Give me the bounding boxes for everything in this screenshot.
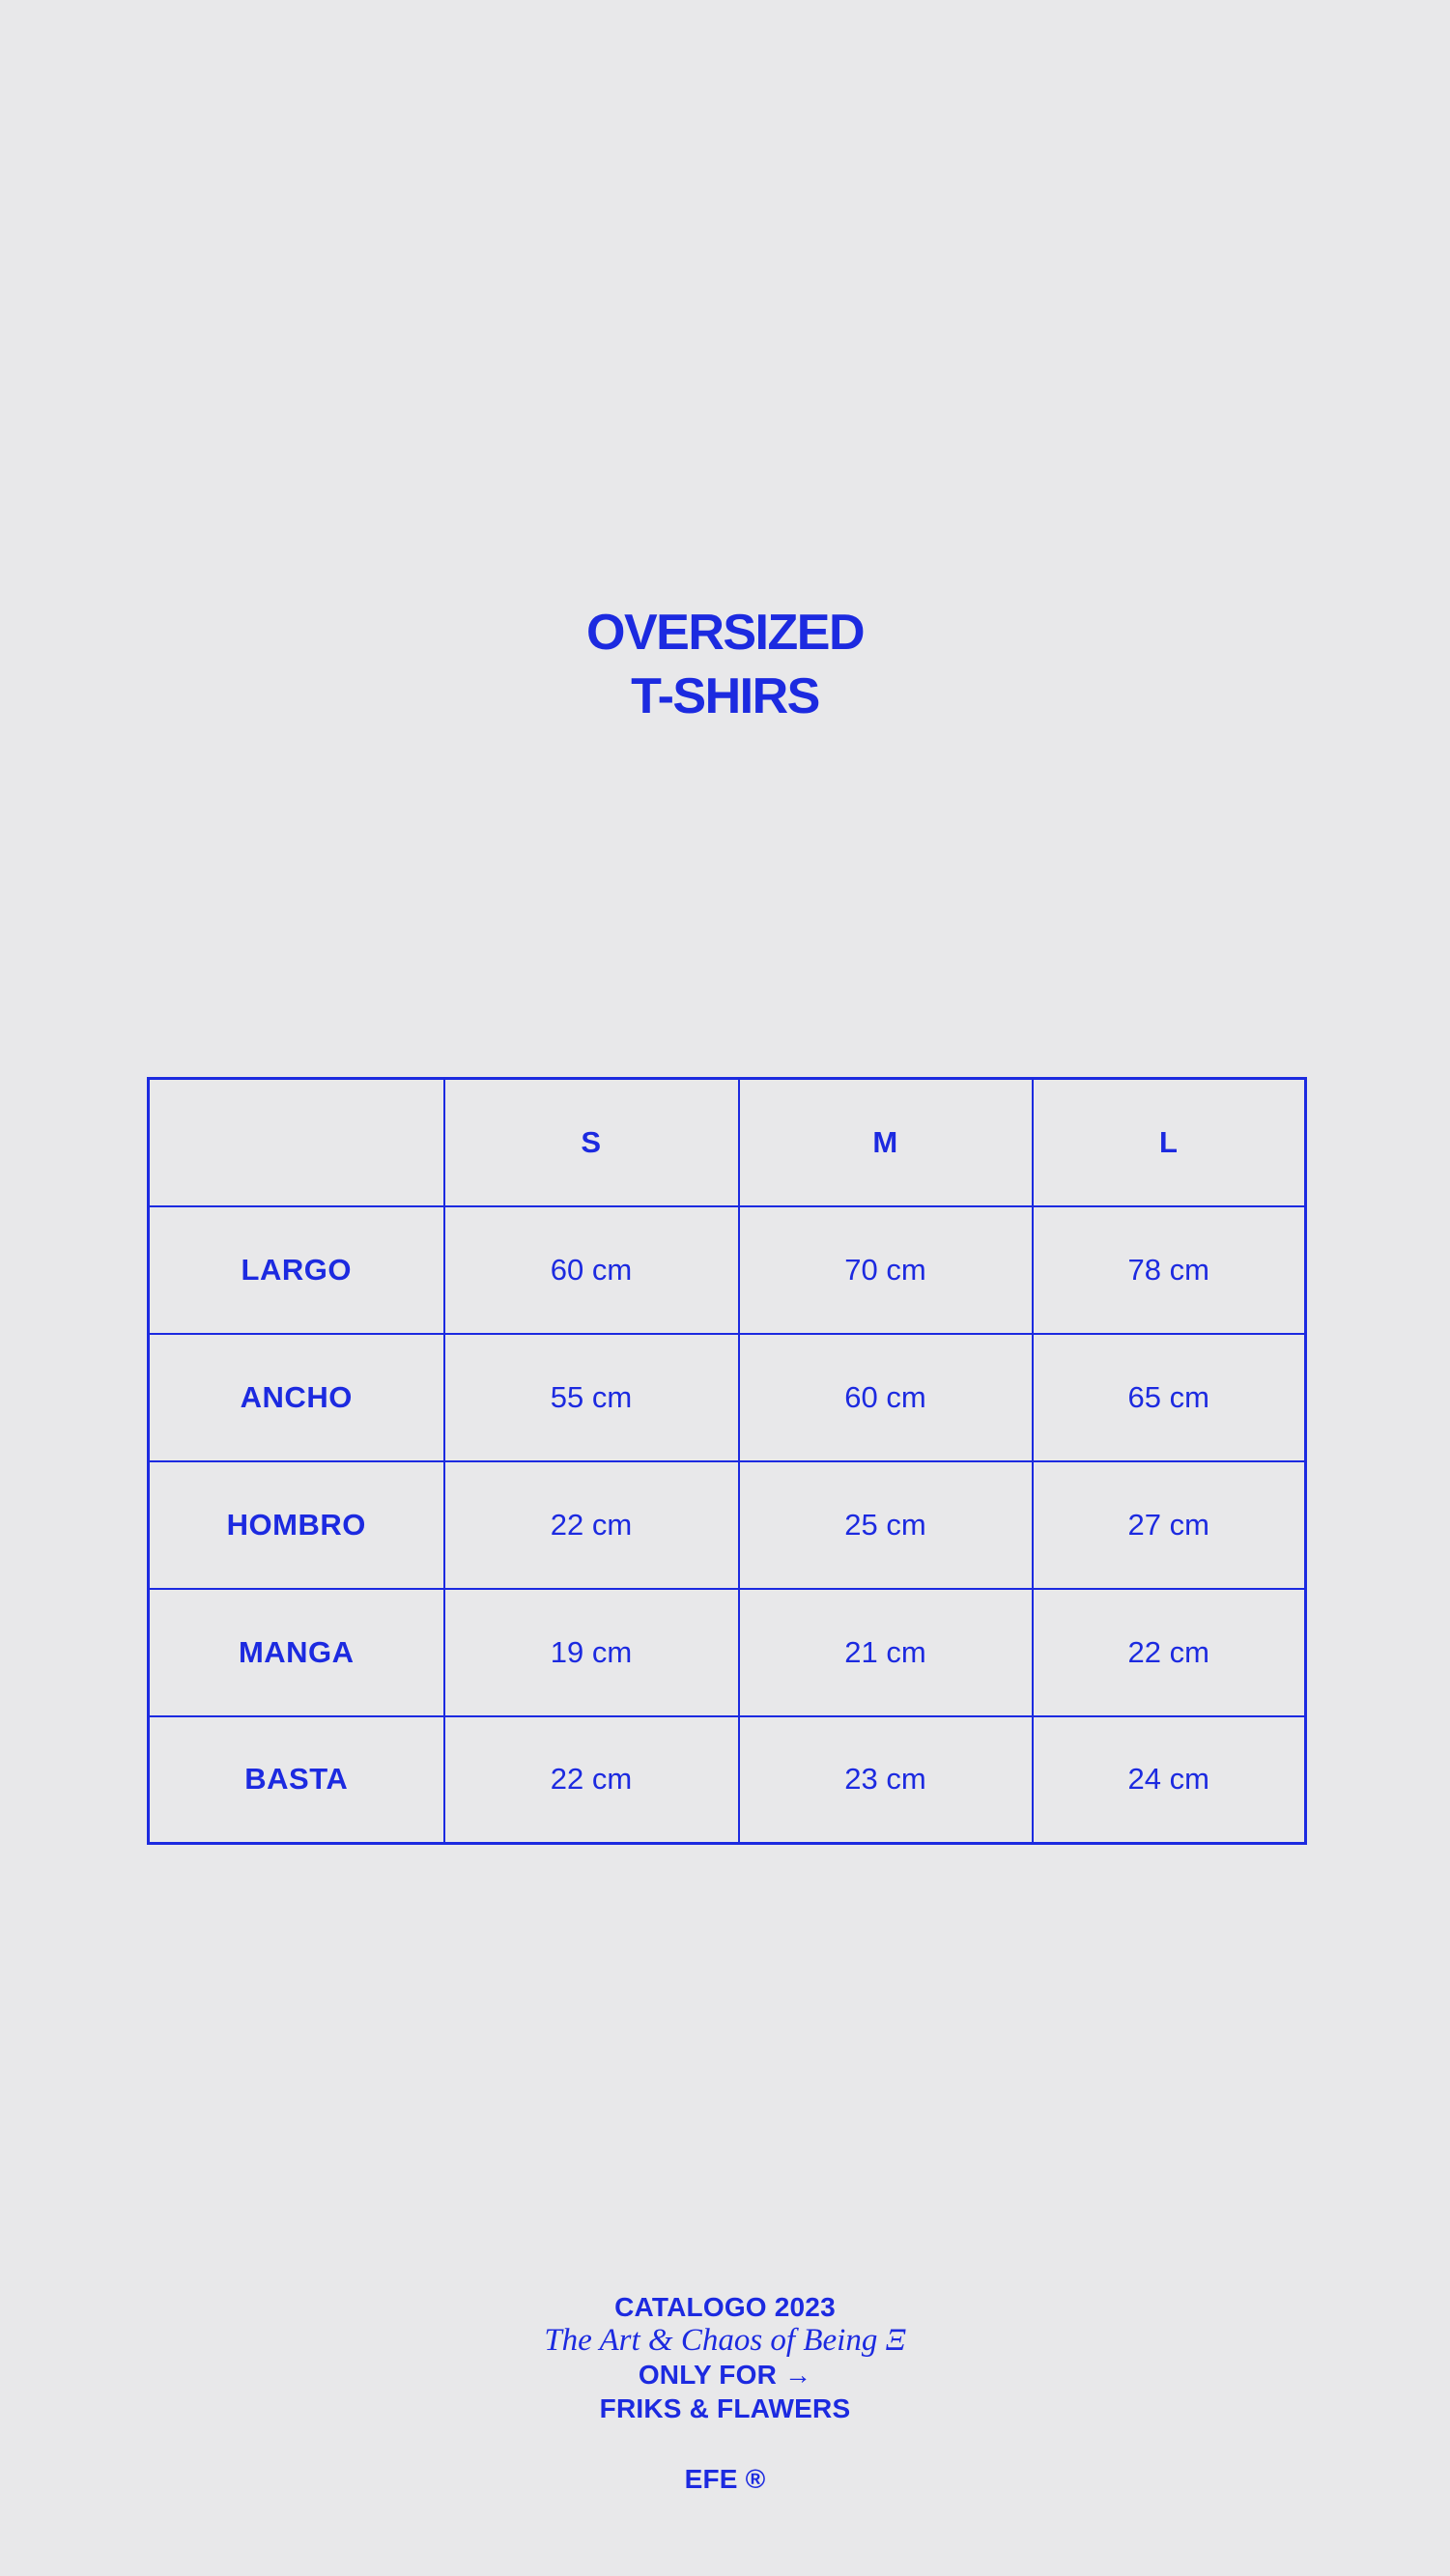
corner-cell <box>149 1079 444 1206</box>
size-value-cell: 78 cm <box>1033 1206 1306 1334</box>
size-value-cell: 24 cm <box>1033 1716 1306 1844</box>
size-value-cell: 23 cm <box>739 1716 1033 1844</box>
table-row-largo <box>149 1206 1306 1334</box>
row-label: LARGO <box>149 1206 444 1334</box>
footer-catalog-line: CATALOGO 2023 <box>614 2292 836 2322</box>
column-header-m: M <box>739 1079 1033 1206</box>
size-chart-table <box>147 1077 1307 1845</box>
size-value-cell: 60 cm <box>444 1206 739 1334</box>
row-label: HOMBRO <box>149 1461 444 1589</box>
page-title <box>0 601 1450 728</box>
row-label: BASTA <box>149 1716 444 1844</box>
size-value-cell: 55 cm <box>444 1334 739 1461</box>
size-value-cell: 27 cm <box>1033 1461 1306 1589</box>
size-chart-header-row <box>149 1079 1306 1206</box>
page-title-line-2: T-SHIRS <box>631 668 819 724</box>
row-label: MANGA <box>149 1589 444 1716</box>
size-value-cell: 60 cm <box>739 1334 1033 1461</box>
column-header-l: L <box>1033 1079 1306 1206</box>
row-label: ANCHO <box>149 1334 444 1461</box>
brand-mark: EFE ® <box>684 2464 766 2494</box>
table-row-basta <box>149 1716 1306 1844</box>
table-row-hombro <box>149 1461 1306 1589</box>
footer-only-for-line: ONLY FOR → <box>638 2360 812 2390</box>
size-value-cell: 22 cm <box>1033 1589 1306 1716</box>
column-header-s: S <box>444 1079 739 1206</box>
size-value-cell: 25 cm <box>739 1461 1033 1589</box>
size-value-cell: 22 cm <box>444 1461 739 1589</box>
size-value-cell: 21 cm <box>739 1589 1033 1716</box>
footer-tagline: The Art & Chaos of Being Ξ <box>544 2323 906 2358</box>
size-value-cell: 22 cm <box>444 1716 739 1844</box>
footer <box>0 2290 1450 2496</box>
size-value-cell: 19 cm <box>444 1589 739 1716</box>
size-value-cell: 65 cm <box>1033 1334 1306 1461</box>
page-title-line-1: OVERSIZED <box>586 605 864 661</box>
table-row-manga <box>149 1589 1306 1716</box>
footer-friks-flawers-line: FRIKS & FLAWERS <box>599 2393 851 2423</box>
table-row-ancho <box>149 1334 1306 1461</box>
size-value-cell: 70 cm <box>739 1206 1033 1334</box>
